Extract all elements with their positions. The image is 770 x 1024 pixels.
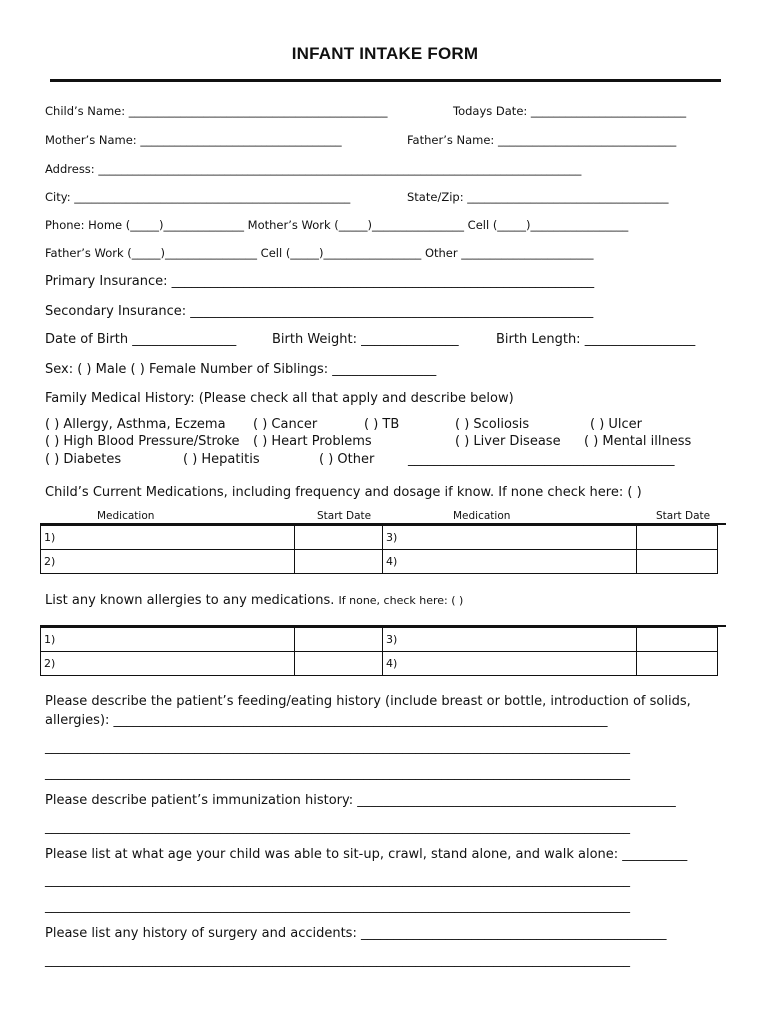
start-date-col-header-2: Start Date — [656, 510, 711, 522]
form-title: INFANT INTAKE FORM — [291, 44, 479, 63]
medication-col-header-2: Medication — [453, 510, 511, 522]
table-row — [41, 628, 718, 652]
mothers-name-field[interactable]: Mother’s Name: ___________________________________ — [45, 133, 342, 147]
childs-name-field[interactable]: Child’s Name: _____________________________________________ — [45, 104, 388, 118]
fh-heart-checkbox[interactable]: ( ) Heart Problems — [253, 434, 372, 449]
blank-answer-line[interactable]: __________________________________________________________________________________________ — [45, 899, 630, 914]
phone-row[interactable]: Phone: Home (_____)______________ Mother’s Work (_____)________________ Cell (_____)_________________ — [45, 218, 629, 232]
table-row — [41, 550, 718, 574]
medications-table — [40, 525, 718, 574]
medication-cell[interactable]: 3) — [383, 526, 637, 550]
primary-insurance-field[interactable]: Primary Insurance: _________________________________________________________________ — [45, 274, 595, 289]
birth-length-field[interactable]: Birth Length: _________________ — [496, 332, 696, 347]
blank-answer-line[interactable]: __________________________________________________________________________________________ — [45, 953, 630, 968]
fh-liver-checkbox[interactable]: ( ) Liver Disease — [455, 434, 561, 449]
allergy-detail-cell[interactable] — [295, 628, 383, 652]
fathers-work-row[interactable]: Father’s Work (_____)________________ Cell (_____)_________________ Other _______________________ — [45, 246, 594, 260]
feeding-answer-line[interactable]: allergies): ____________________________________________________________________________ — [45, 713, 608, 728]
medication-cell[interactable]: 2) — [41, 550, 295, 574]
start-date-cell[interactable] — [295, 526, 383, 550]
allergy-cell[interactable]: 1) — [41, 628, 295, 652]
fh-allergy-checkbox[interactable]: ( ) Allergy, Asthma, Eczema — [45, 417, 226, 432]
milestones-question[interactable]: Please list at what age your child was able to sit-up, crawl, stand alone, and walk alone: __________ — [45, 847, 688, 862]
family-history-heading: Family Medical History: (Please check all that apply and describe below) — [45, 391, 514, 406]
start-date-cell[interactable] — [295, 550, 383, 574]
medication-cell[interactable]: 4) — [383, 550, 637, 574]
title-rule — [50, 79, 721, 82]
blank-answer-line[interactable]: __________________________________________________________________________________________ — [45, 740, 630, 755]
medications-heading: Child’s Current Medications, including frequency and dosage if know. If none check here: ( ) — [45, 485, 642, 500]
allergies-heading-text: List any known allergies to any medications. — [45, 593, 335, 608]
allergy-detail-cell[interactable] — [637, 652, 718, 676]
start-date-col-header-1: Start Date — [317, 510, 372, 522]
todays-date-field[interactable]: Todays Date: ___________________________ — [453, 104, 687, 118]
allergies-heading — [45, 593, 463, 608]
immunization-question[interactable]: Please describe patient’s immunization history: _________________________________________________ — [45, 793, 676, 808]
start-date-cell[interactable] — [637, 550, 718, 574]
allergies-table — [40, 627, 718, 676]
surgery-question[interactable]: Please list any history of surgery and accidents: _______________________________________________ — [45, 926, 667, 941]
start-date-cell[interactable] — [637, 526, 718, 550]
medication-col-header-1: Medication — [97, 510, 155, 522]
birth-weight-field[interactable]: Birth Weight: _______________ — [272, 332, 459, 347]
address-field[interactable]: Address: ____________________________________________________________________________________ — [45, 162, 582, 176]
feeding-question: Please describe the patient’s feeding/eating history (include breast or bottle, introduction of solids, — [45, 694, 691, 709]
blank-answer-line[interactable]: __________________________________________________________________________________________ — [45, 766, 630, 781]
fh-blood-pressure-checkbox[interactable]: ( ) High Blood Pressure/Stroke — [45, 434, 240, 449]
state-zip-field[interactable]: State/Zip: ___________________________________ — [407, 190, 669, 204]
fh-other-checkbox[interactable]: ( ) Other — [319, 452, 375, 467]
fh-diabetes-checkbox[interactable]: ( ) Diabetes — [45, 452, 122, 467]
allergy-cell[interactable]: 2) — [41, 652, 295, 676]
fh-hepatitis-checkbox[interactable]: ( ) Hepatitis — [183, 452, 260, 467]
dob-field[interactable]: Date of Birth ________________ — [45, 332, 237, 347]
table-row — [41, 652, 718, 676]
table-row — [41, 526, 718, 550]
fathers-name-field[interactable]: Father’s Name: _______________________________ — [407, 133, 677, 147]
city-field[interactable]: City: ________________________________________________ — [45, 190, 351, 204]
allergy-cell[interactable]: 3) — [383, 628, 637, 652]
secondary-insurance-field[interactable]: Secondary Insurance: ______________________________________________________________ — [45, 304, 594, 319]
fh-other-line[interactable]: _________________________________________ — [408, 452, 675, 467]
blank-answer-line[interactable]: __________________________________________________________________________________________ — [45, 873, 630, 888]
blank-answer-line[interactable]: __________________________________________________________________________________________ — [45, 820, 630, 835]
allergy-detail-cell[interactable] — [295, 652, 383, 676]
allergy-detail-cell[interactable] — [637, 628, 718, 652]
medication-cell[interactable]: 1) — [41, 526, 295, 550]
fh-cancer-checkbox[interactable]: ( ) Cancer — [253, 417, 318, 432]
allergies-none-checkbox[interactable]: If none, check here: ( ) — [338, 594, 464, 607]
allergy-cell[interactable]: 4) — [383, 652, 637, 676]
sex-siblings-row[interactable]: Sex: ( ) Male ( ) Female Number of Siblings: ________________ — [45, 362, 437, 377]
fh-scoliosis-checkbox[interactable]: ( ) Scoliosis — [455, 417, 530, 432]
fh-ulcer-checkbox[interactable]: ( ) Ulcer — [590, 417, 643, 432]
fh-tb-checkbox[interactable]: ( ) TB — [364, 417, 400, 432]
fh-mental-checkbox[interactable]: ( ) Mental illness — [584, 434, 692, 449]
